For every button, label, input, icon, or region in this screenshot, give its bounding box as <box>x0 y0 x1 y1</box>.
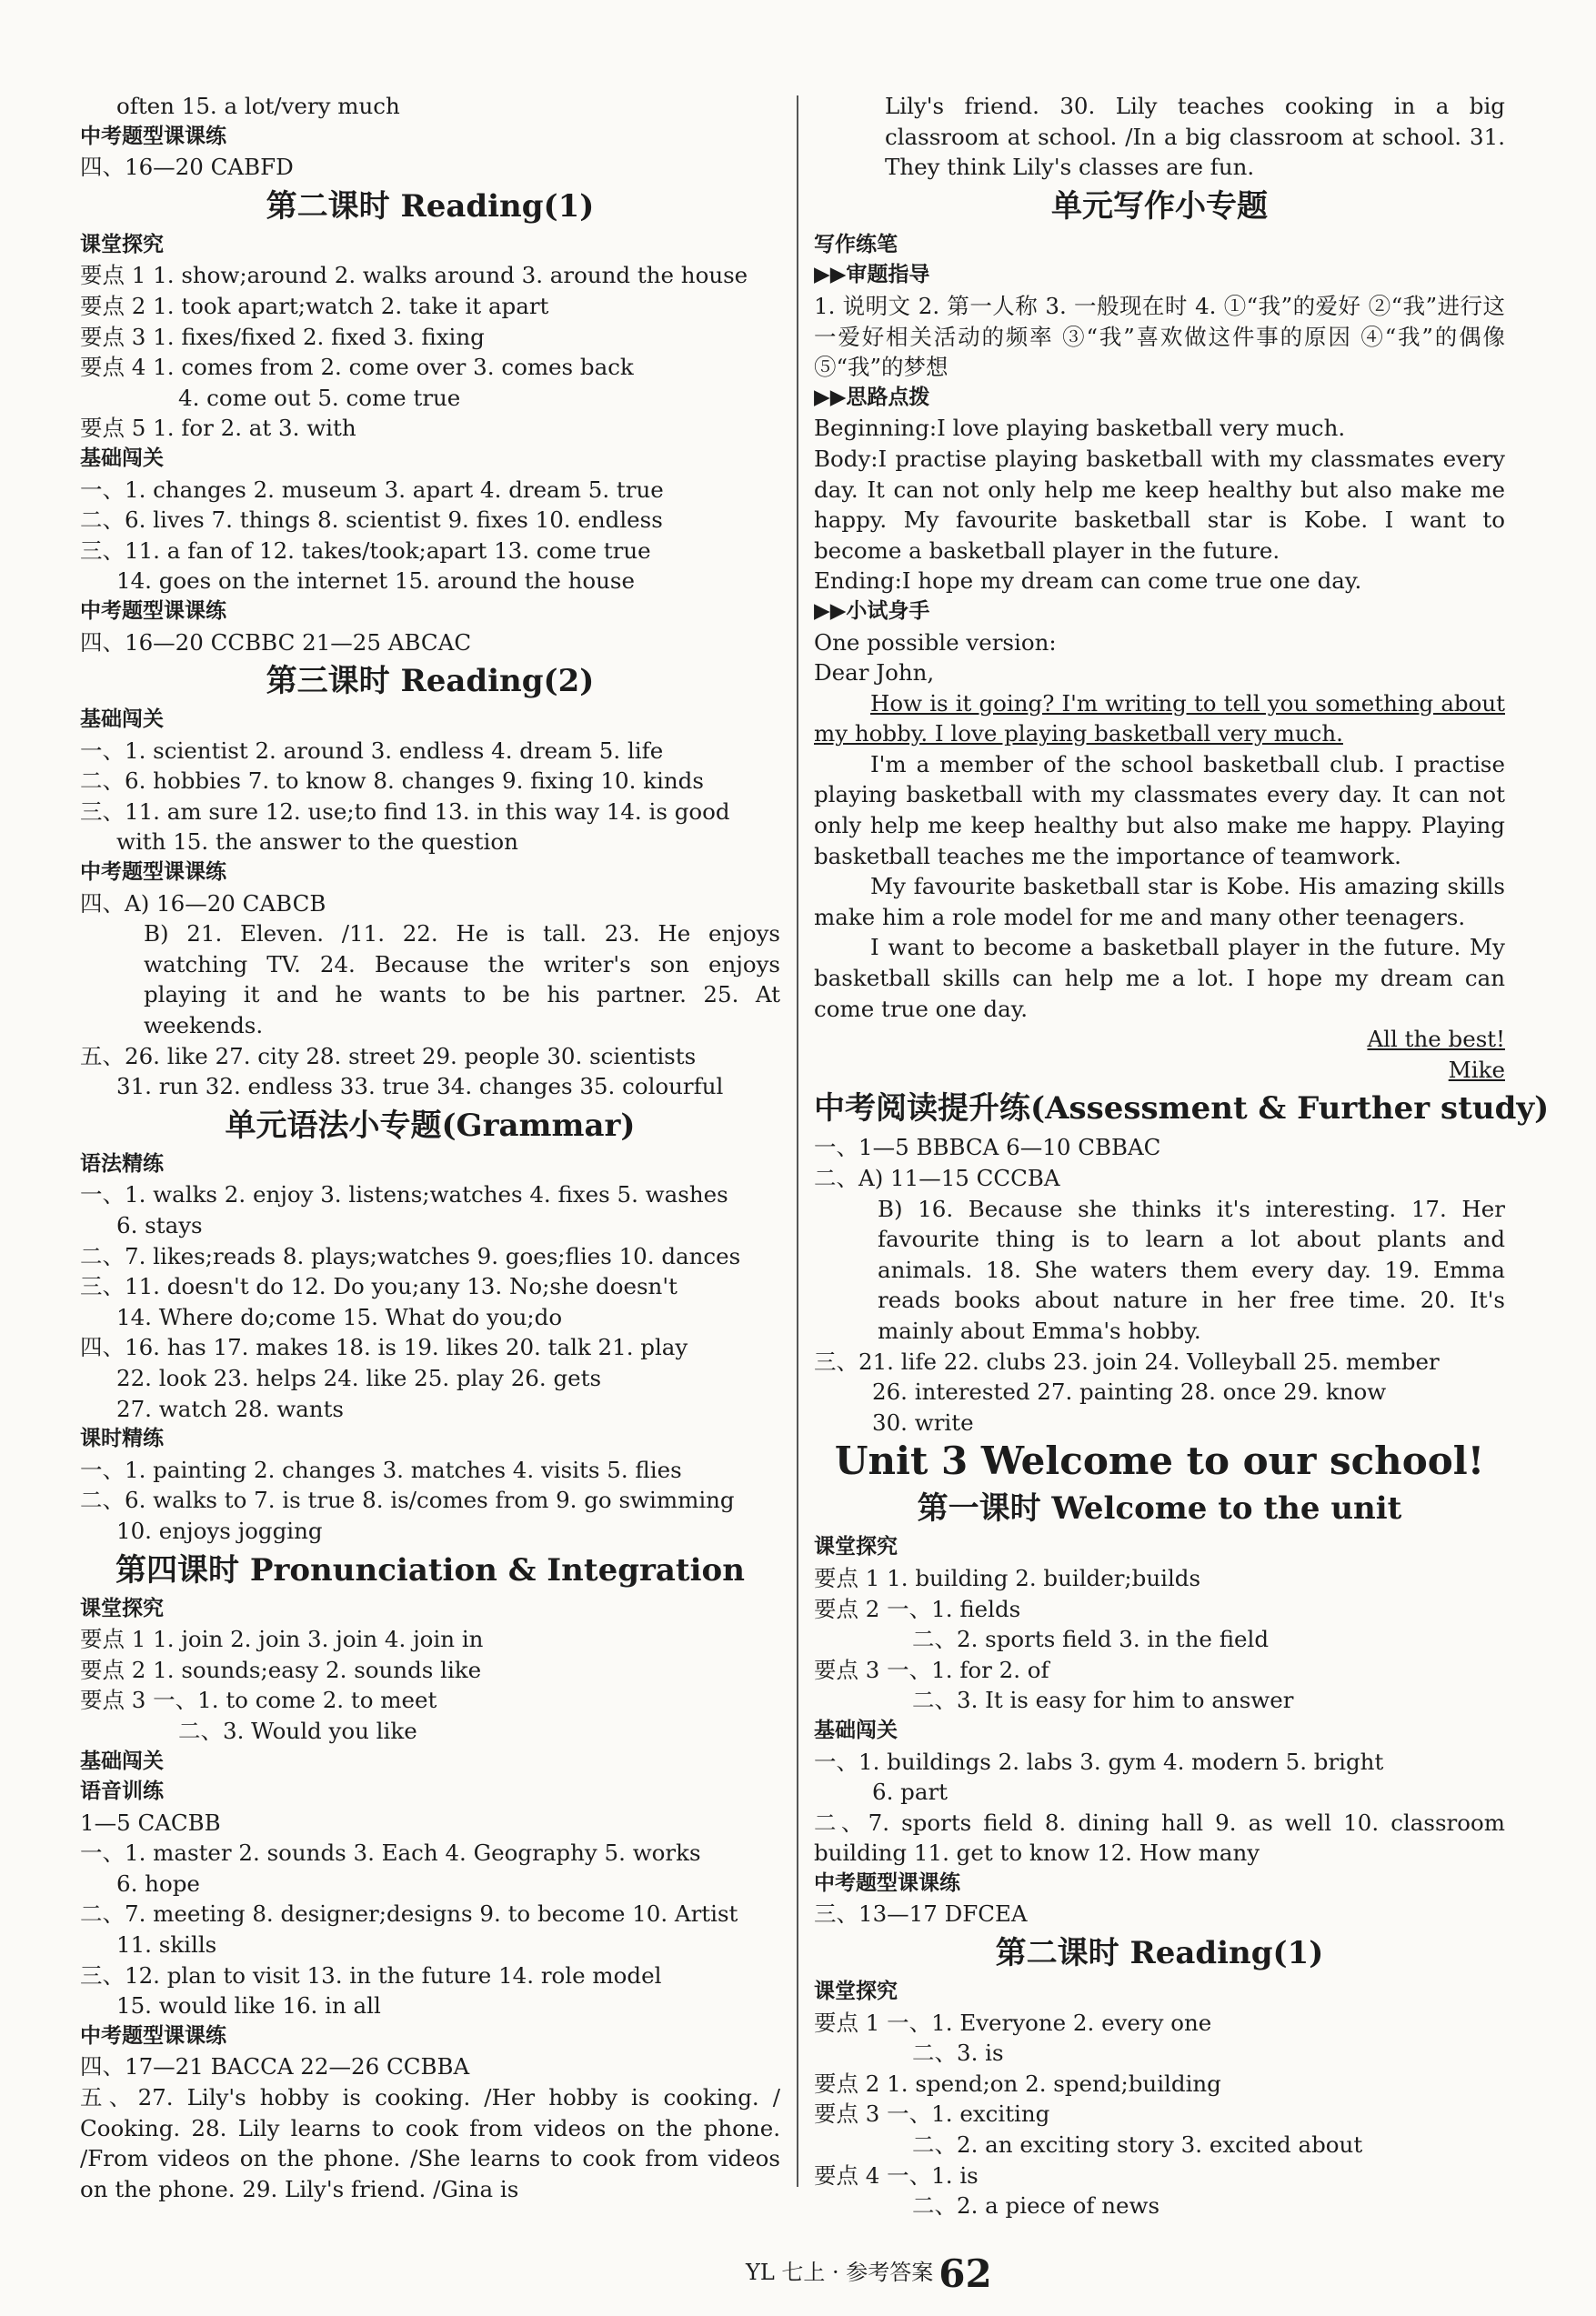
answer-line: 15. would like 16. in all <box>116 1992 381 2020</box>
answer-line: 31. run 32. endless 33. true 34. changes 35. colourful <box>116 1073 724 1100</box>
page-number: 62 <box>939 2251 992 2296</box>
section-heading: 中考题型课课练 <box>80 598 226 623</box>
section-title: 单元语法小专题(Grammar) <box>225 1107 636 1144</box>
section-title: 第二课时 Reading(1) <box>266 187 595 225</box>
answer-line: 6. hope <box>116 1870 200 1897</box>
answer-line: 要点 2 1. sounds;easy 2. sounds like <box>80 1656 482 1683</box>
answer-line: How is it going? I'm writing to tell you something about my hobby. I love playing basketball very much. <box>814 689 1505 747</box>
answer-line: Ending:I hope my dream can come true one day. <box>814 567 1362 595</box>
answer-line: 要点 1 1. show;around 2. walks around 3. around the house <box>80 262 748 289</box>
answer-line: One possible version: <box>814 628 1057 656</box>
answer-line: 三、12. plan to visit 13. in the future 14. role model <box>80 1961 662 1989</box>
answer-line: 二、7. sports field 8. dining hall 9. as well 10. classroom building 11. get to know 12. How many <box>814 1809 1505 1867</box>
answer-line: 一、1. master 2. sounds 3. Each 4. Geography 5. works <box>80 1840 701 1867</box>
answer-line: 11. skills <box>116 1931 217 1959</box>
section-heading: 基础闯关 <box>80 446 164 470</box>
answer-line: 6. part <box>872 1779 949 1806</box>
answer-line: 二、A) 11—15 CCCBA <box>814 1165 1060 1191</box>
left-column <box>80 91 780 2204</box>
answer-line: 1—5 CACBB <box>80 1809 221 1836</box>
answer-line: 二、2. a piece of news <box>912 2192 1160 2220</box>
column-divider <box>797 95 798 2187</box>
section-heading: 中考题型课课练 <box>80 2023 226 2048</box>
right-column <box>814 91 1550 2221</box>
section-title: 中考阅读提升练(Assessment & Further study) <box>814 1090 1550 1128</box>
answer-line: 一、1. walks 2. enjoy 3. listens;watches 4. fixes 5. washes <box>80 1181 728 1208</box>
section-title: 第四课时 Pronunciation & Integration <box>115 1551 745 1589</box>
answer-line: 四、16. has 17. makes 18. is 19. likes 20. talk 21. play <box>80 1334 688 1361</box>
section-heading: 中考题型课课练 <box>80 860 226 885</box>
answer-line: 要点 1 1. building 2. builder;builds <box>814 1564 1201 1591</box>
section-heading: 基础闯关 <box>80 1749 164 1773</box>
answer-line: Mike <box>1448 1056 1505 1083</box>
section-heading: 中考题型课课练 <box>80 124 226 148</box>
answer-line: 一、1. changes 2. museum 3. apart 4. dream 5. true <box>80 476 664 503</box>
section-title: Unit 3 Welcome to our school! <box>834 1439 1485 1484</box>
answer-line: 五、27. Lily's hobby is cooking. /Her hobby is cooking. / Cooking. 28. Lily learns to cook from videos on the phone. /From videos on the phone. /She learns to cook from videos on the phone. 29. Lily's friend. /Gina is <box>80 2084 780 2202</box>
section-title: 第二课时 Reading(1) <box>995 1935 1324 1972</box>
answer-line: 二、3. is <box>912 2040 1004 2067</box>
section-heading: 基础闯关 <box>814 1718 898 1742</box>
section-heading: 基础闯关 <box>80 707 164 732</box>
answer-line: 四、17—21 BACCA 22—26 CCBBA <box>80 2053 470 2080</box>
answer-line: B) 16. Because she thinks it's interesting. 17. Her favourite thing is to learn a lot about plants and animals. 18. She waters them every day. 19. Emma reads books about nature in her free time. 20. It's mainly about Emma's hobby. <box>878 1195 1505 1344</box>
answer-line: 30. write <box>872 1409 974 1436</box>
answer-line: 一、1. painting 2. changes 3. matches 4. visits 5. flies <box>80 1456 682 1483</box>
answer-line: 26. interested 27. painting 28. once 29. know <box>872 1379 1387 1406</box>
answer-line: 要点 3 1. fixes/fixed 2. fixed 3. fixing <box>80 323 485 350</box>
section-heading: 课堂探究 <box>80 232 164 256</box>
section-heading: 课堂探究 <box>80 1596 164 1620</box>
answer-line: My favourite basketball star is Kobe. His amazing skills make him a role model for me and many other teenagers. <box>814 873 1505 930</box>
answer-line: 一、1. scientist 2. around 3. endless 4. dream 5. life <box>80 737 664 764</box>
answer-line: 五、26. like 27. city 28. street 29. people 30. scientists <box>80 1042 697 1069</box>
answer-line: 二、3. It is easy for him to answer <box>912 1687 1294 1714</box>
answer-line: 二、3. Would you like <box>178 1717 417 1744</box>
answer-line: I'm a member of the school basketball club. I practise playing basketball with my classmates every day. It can not only help me keep healthy but also make me happy. Playing basketball teaches me the importance of teamwork. <box>814 750 1505 869</box>
answer-line: with 15. the answer to the question <box>116 828 518 856</box>
answer-line: 要点 2 1. spend;on 2. spend;building <box>814 2070 1221 2097</box>
answer-line: 要点 5 1. for 2. at 3. with <box>80 415 356 442</box>
answer-line: 二、6. hobbies 7. to know 8. changes 9. fixing 10. kinds <box>80 767 704 795</box>
answer-line: 6. stays <box>116 1212 203 1238</box>
answer-line: 4. come out 5. come true <box>178 384 461 411</box>
answer-line: 一、1—5 BBBCA 6—10 CBBAC <box>814 1134 1161 1161</box>
answer-line: 1. 说明文 2. 第一人称 3. 一般现在时 4. ①“我”的爱好 ②“我”进行这一爱好相关活动的频率 ③“我”喜欢做这件事的原因 ④“我”的偶像 ⑤“我”的梦想 <box>814 292 1505 381</box>
section-heading: 写作练笔 <box>814 232 898 256</box>
answer-line: 要点 3 一、1. for 2. of <box>814 1656 1049 1683</box>
answer-line: 22. look 23. helps 24. like 25. play 26. gets <box>116 1364 602 1391</box>
answer-line: 要点 2 1. took apart;watch 2. take it apart <box>80 292 549 319</box>
section-heading: ▶▶小试身手 <box>814 598 930 623</box>
section-title: 第一课时 Welcome to the unit <box>917 1490 1402 1528</box>
section-heading: ▶▶思路点拨 <box>814 385 930 409</box>
answer-line: Beginning:I love playing basketball very much. <box>814 415 1346 442</box>
answer-line: 二、7. likes;reads 8. plays;watches 9. goes;flies 10. dances <box>80 1242 741 1269</box>
section-heading: 语法精练 <box>80 1151 164 1176</box>
answer-line: 三、21. life 22. clubs 23. join 24. Volleyball 25. member <box>814 1348 1440 1375</box>
answer-line: 二、6. walks to 7. is true 8. is/comes from 9. go swimming <box>80 1487 735 1514</box>
answer-line: 27. watch 28. wants <box>116 1395 344 1422</box>
answer-line: Body:I practise playing basketball with my classmates every day. It can not only help me keep healthy but also make me happy. My favourite basketball star is Kobe. I want to become a basketball player in the future. <box>814 445 1505 564</box>
answer-line: 14. Where do;come 15. What do you;do <box>116 1303 563 1330</box>
footer-label: YL 七上 · 参考答案 <box>746 2260 934 2285</box>
answer-line: All the best! <box>1367 1026 1505 1053</box>
answer-line: 要点 4 一、1. is <box>814 2161 979 2189</box>
answer-line: 二、2. an exciting story 3. excited about <box>912 2131 1363 2159</box>
answer-line: 14. goes on the internet 15. around the house <box>116 567 635 595</box>
answer-line: 要点 2 一、1. fields <box>814 1595 1021 1622</box>
answer-line: 四、A) 16—20 CABCB <box>80 889 326 917</box>
answer-line: Lily's friend. 30. Lily teaches cooking in a big classroom at school. /In a big classroom at school. 31. They think Lily's classes are fun. <box>885 93 1505 181</box>
section-heading: 语音训练 <box>80 1780 164 1804</box>
page-footer <box>746 2251 992 2296</box>
answer-line: 要点 1 1. join 2. join 3. join 4. join in <box>80 1626 484 1653</box>
section-title: 第三课时 Reading(2) <box>266 663 595 700</box>
answer-line: 10. enjoys jogging <box>116 1517 323 1544</box>
answer-line: 二、6. lives 7. things 8. scientist 9. fixes 10. endless <box>80 506 663 534</box>
section-heading: 课堂探究 <box>814 1535 898 1559</box>
section-heading: 中考题型课课练 <box>814 1870 960 1895</box>
answer-line: 一、1. buildings 2. labs 3. gym 4. modern 5. bright <box>814 1748 1384 1775</box>
answer-line: 要点 4 1. comes from 2. come over 3. comes back <box>80 354 634 381</box>
answer-line: Dear John, <box>814 659 935 687</box>
answer-line: 四、16—20 CCBBC 21—25 ABCAC <box>80 628 472 656</box>
answer-line: 三、11. am sure 12. use;to find 13. in this way 14. is good <box>80 797 730 825</box>
answer-line: 三、11. doesn't do 12. Do you;any 13. No;she doesn't <box>80 1273 678 1300</box>
answer-line: I want to become a basketball player in the future. My basketball skills can help me a lot. I hope my dream can come true one day. <box>814 934 1505 1022</box>
section-heading: ▶▶审题指导 <box>814 263 930 287</box>
answer-line: 要点 3 一、1. to come 2. to meet <box>80 1687 437 1714</box>
answer-line: 三、13—17 DFCEA <box>814 1900 1028 1928</box>
answer-line: B) 21. Eleven. /11. 22. He is tall. 23. He enjoys watching TV. 24. Because the writer's son enjoys playing it and he wants to be his partner. 25. At weekends. <box>144 920 780 1039</box>
answer-line: 二、2. sports field 3. in the field <box>912 1626 1270 1653</box>
answer-line: 四、16—20 CABFD <box>80 154 294 181</box>
section-title: 单元写作小专题 <box>1051 187 1268 225</box>
answer-line: 三、11. a fan of 12. takes/took;apart 13. come true <box>80 536 651 564</box>
answer-line: 要点 1 一、1. Everyone 2. every one <box>814 2009 1212 2036</box>
answer-line: 要点 3 一、1. exciting <box>814 2100 1050 2128</box>
section-heading: 课时精练 <box>80 1427 164 1451</box>
answer-line: often 15. a lot/very much <box>116 93 400 119</box>
answer-line: 二、7. meeting 8. designer;designs 9. to become 10. Artist <box>80 1900 738 1928</box>
section-heading: 课堂探究 <box>814 1980 898 2004</box>
